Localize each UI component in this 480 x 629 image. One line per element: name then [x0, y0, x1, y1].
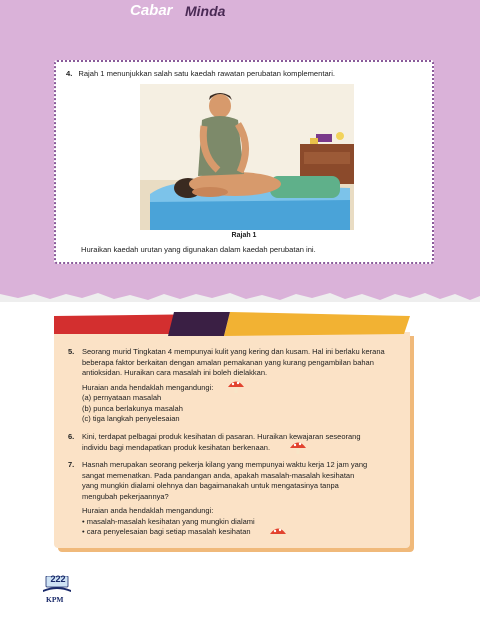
- cabar-minda-banner: [54, 312, 410, 336]
- question-number: 7.: [68, 460, 75, 469]
- page-number: 222: [50, 574, 66, 584]
- cabar-minda-card: [54, 332, 410, 548]
- torn-paper-edge: [0, 282, 480, 306]
- question-4-instruction: Huraikan kaedah urutan yang digunakan dalam kaedah perubatan ini.: [81, 245, 316, 254]
- mushroom-icon: [269, 525, 287, 541]
- question-text: Rajah 1 menunjukkan salah satu kaedah rawatan perubatan komplementari.: [78, 69, 336, 78]
- massage-illustration: [140, 84, 354, 230]
- question-5: 5. Seorang murid Tingkatan 4 mempunyai kulit yang kering dan kusam. Hal ini berlaku kerana beberapa faktor berkaitan dengan amalan pemakanan yang kurang pengambilan bahan antioksidan. Huraikan cara masalah ini boleh dielakkan. Huraian anda hendaklah mengandungi: (a) pernyataan masalah (b) punca berlakunya masalah (c) tiga langkah penyelesaian: [68, 347, 385, 423]
- question-number: 5.: [68, 347, 75, 356]
- banner-word-cabar: Cabar: [130, 2, 173, 19]
- question-4-card: [54, 60, 434, 264]
- figure-caption: Rajah 1: [231, 232, 257, 239]
- question-6: 6. Kini, terdapat pelbagai produk kesihatan di pasaran. Huraikan kewajaran seseorang individu bagi mendapatkan produk kesihatan berkenaan.: [68, 432, 361, 452]
- mushroom-icon: [227, 378, 245, 394]
- mushroom-icon: [289, 439, 307, 455]
- question-7: 7. Hasnah merupakan seorang pekerja kilang yang mempunyai waktu kerja 12 jam yang sangat memenatkan. Pada pandangan anda, apakah masalah-masalah kesihatan yang mungkin dialami olehnya dan bagaimanakah untuk mengatasinya tanpa mengubah pekerjaannya? Huraian anda hendaklah mengandungi: • masalah-masalah kesihatan yang mungkin dialami • cara penyelesaian bagi setiap masalah kesihatan: [68, 460, 368, 536]
- question-number: 4.: [66, 69, 73, 78]
- banner-word-minda: Minda: [185, 3, 226, 19]
- publisher-label: KPM: [46, 595, 64, 604]
- question-number: 6.: [68, 432, 75, 441]
